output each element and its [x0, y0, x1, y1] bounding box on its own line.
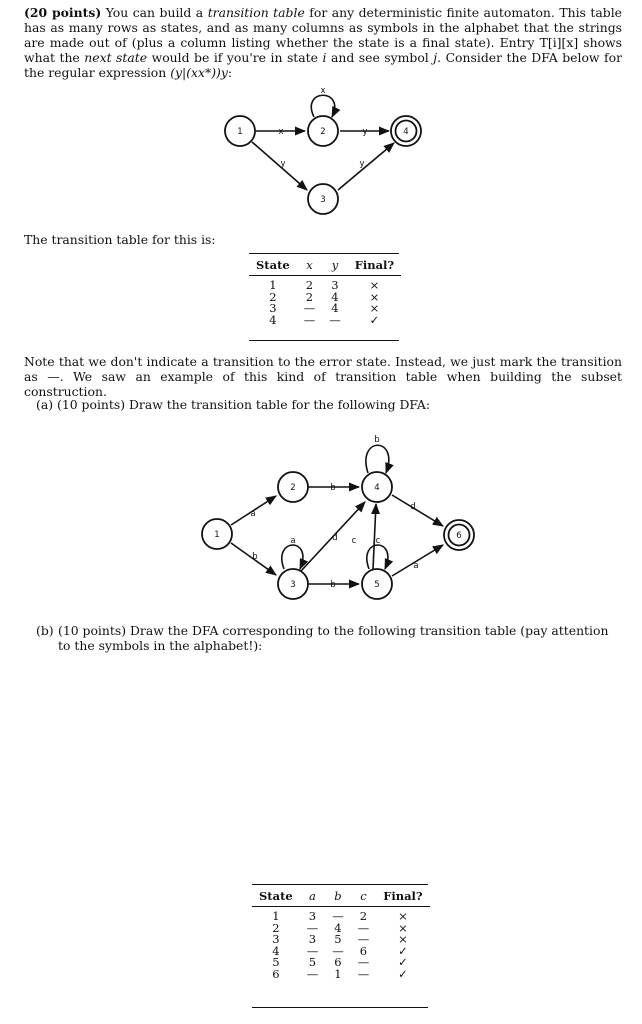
var-i: i — [322, 50, 327, 65]
dfa2-edge-label-3-4: d — [332, 533, 338, 543]
table-cell: 1 — [334, 966, 342, 981]
dfa2-state-3-label: 3 — [290, 580, 296, 590]
dfa2-edge-3-3 — [282, 545, 303, 569]
table-cell: — — [306, 943, 319, 958]
table-row — [252, 969, 430, 984]
intro-text: You can build a — [101, 5, 208, 20]
note-paragraph: Note that we don't indicate a transition to the error state. Instead, we just mark the transition as —. We saw an example of this kind of transition table when building the subset construction. — [24, 354, 622, 399]
dfa2-state-2-label: 2 — [290, 483, 296, 493]
dfa1-edge-label-1-3: y — [280, 159, 286, 169]
dfa2-edge-label-1-2: a — [250, 509, 256, 519]
dfa2-edge-label-4-4: b — [374, 435, 380, 445]
table2-header-a: a — [300, 887, 326, 907]
var-j: j — [433, 50, 438, 65]
dfa2-edge-label-3-5: b — [330, 580, 336, 590]
table-cell: 1 — [272, 909, 280, 923]
table-cell: — — [332, 943, 344, 958]
table1-header-final: Final? — [348, 256, 401, 276]
table2-bottom-rule — [252, 1007, 428, 1008]
table-cell: — — [306, 920, 319, 935]
dfa1-edge-label-2-4: y — [362, 127, 368, 137]
table-cell: — — [303, 301, 316, 315]
table2-header-state: State — [252, 887, 300, 907]
table-cell: 6 — [359, 943, 368, 958]
table2-top-rule — [252, 884, 428, 885]
table-cell: ✓ — [398, 943, 408, 958]
part-a-text: (10 points) Draw the transition table for the following DFA: — [57, 397, 431, 412]
table-cell: 3 — [272, 932, 280, 946]
table-cell: 2 — [305, 278, 314, 292]
table-cell: × — [369, 289, 380, 304]
dfa2-edge-label-5-4: c — [351, 536, 357, 546]
dfa1-state-4-label: 4 — [403, 127, 409, 137]
intro-text: for any deterministic finite automaton. This table has as many rows as states, and as many columns as symbols in the alphabet that the strings are made out of (plus a column listing whether the state is a final state). Entry T[i][x] shows what the — [24, 5, 622, 65]
dfa2-edge-label-3-3: a — [290, 536, 296, 546]
dfa2-edge-4-4 — [366, 445, 389, 473]
part-b-label: (b) — [36, 623, 54, 638]
dfa2-edge-4-6 — [392, 495, 443, 526]
table-cell: 4 — [331, 301, 339, 315]
table-cell: — — [329, 312, 341, 327]
dfa2-edge-label-5-5: c — [375, 536, 381, 546]
table-cell: × — [369, 301, 380, 315]
table-cell: 6 — [272, 966, 280, 981]
table-cell: ✓ — [369, 312, 380, 327]
part-b-prompt — [36, 623, 624, 653]
dfa1-state-3-label: 3 — [320, 195, 326, 205]
dfa2-edge-5-5 — [367, 545, 388, 569]
table1-header-y: y — [322, 256, 348, 276]
transition-table-2 — [252, 887, 430, 983]
table-cell: 6 — [334, 955, 342, 969]
table-cell: — — [306, 966, 319, 981]
table-cell: 3 — [269, 301, 277, 315]
table-cell: 3 — [308, 909, 317, 923]
table-cell: × — [398, 909, 408, 923]
table-cell: 2 — [359, 909, 368, 923]
table-cell: 5 — [334, 932, 342, 946]
table-cell: ✓ — [398, 966, 408, 981]
dfa1-state-1-label: 1 — [237, 127, 243, 137]
table-cell: 2 — [269, 289, 277, 304]
table-cell: ✓ — [398, 955, 408, 969]
table-cell: 3 — [331, 278, 339, 292]
table-cell: — — [357, 932, 370, 946]
table-cell: × — [398, 920, 408, 935]
table2-header-b: b — [325, 887, 351, 907]
table-cell: — — [303, 312, 316, 327]
dfa2-edge-label-5-6: a — [413, 561, 419, 571]
table-cell: — — [357, 966, 370, 981]
table-cell: — — [357, 955, 370, 969]
table-cell: 5 — [308, 955, 317, 969]
table-cell: 5 — [272, 955, 280, 969]
dfa2-state-4-label: 4 — [374, 483, 380, 493]
intro-text: and see symbol — [326, 50, 434, 65]
part-a-label: (a) — [36, 397, 54, 412]
dfa2-edge-label-2-4: b — [330, 483, 336, 493]
table-cell: × — [369, 278, 380, 292]
regex: (y|(xx*))y — [170, 65, 228, 80]
intro-text: would be if you're in state — [147, 50, 323, 65]
table-cell: — — [332, 909, 344, 923]
table-cell: — — [357, 920, 370, 935]
table-cell: 2 — [305, 289, 314, 304]
table-caption: The transition table for this is: — [24, 232, 216, 247]
dfa1-edge-label-2-2: x — [320, 86, 326, 96]
table-cell: 4 — [272, 943, 280, 958]
dfa2-state-1-label: 1 — [214, 530, 220, 540]
dfa1-edge-label-1-2: x — [278, 127, 284, 137]
dfa2-edge-label-4-6: d — [410, 502, 416, 512]
points-label: (20 points) — [24, 5, 102, 20]
table1-header-state: State — [249, 256, 297, 276]
term-transition-table: transition table — [207, 5, 305, 20]
table-cell: 1 — [269, 278, 277, 292]
table-cell: 4 — [269, 312, 277, 327]
table-cell: × — [398, 932, 408, 946]
dfa1-state-2-label: 2 — [320, 127, 326, 137]
dfa2-state-5-label: 5 — [374, 580, 380, 590]
table-cell: 3 — [308, 932, 317, 946]
dfa2-state-6-label: 6 — [456, 531, 462, 541]
dfa1-edge-label-3-4: y — [359, 159, 365, 169]
term-next-state: next state — [84, 50, 148, 65]
dfa2-edge-label-1-3: b — [252, 552, 258, 562]
intro-text: : — [227, 65, 233, 80]
table2-header-c: c — [351, 887, 377, 907]
intro-text: . Consider the DFA below for the regular expression — [24, 50, 622, 80]
table1-header-x: x — [297, 256, 323, 276]
part-b-text: (10 points) Draw the DFA corresponding to the following transition table (pay attention to the symbols in the alphabet!): — [58, 623, 609, 653]
table-cell: 4 — [334, 920, 342, 935]
table2-header-row — [252, 887, 430, 907]
table-cell: 4 — [331, 289, 339, 304]
table-cell: 2 — [272, 920, 280, 935]
table2-header-final: Final? — [376, 887, 429, 907]
